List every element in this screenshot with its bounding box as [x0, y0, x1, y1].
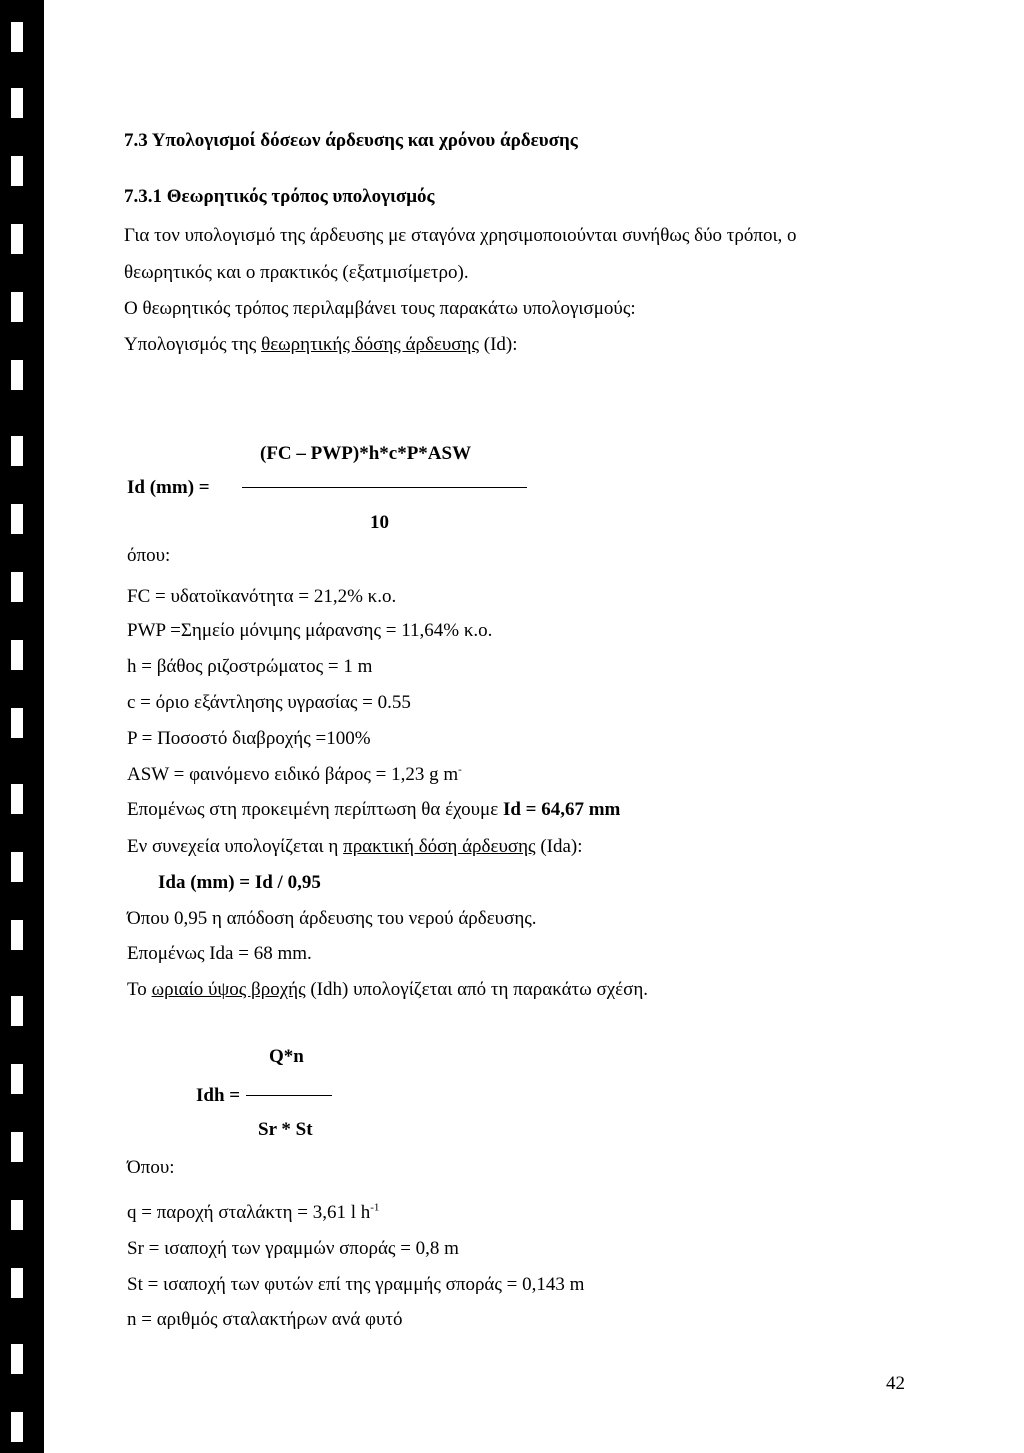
calc-theoretical-line	[124, 334, 518, 356]
formula1-lhs: Id (mm) =	[127, 477, 210, 498]
definition-h: h = βάθος ριζοστρώματος = 1 m	[127, 656, 373, 677]
calc-prefix: Υπολογισμός της	[124, 334, 262, 355]
formula3-fraction-bar	[246, 1095, 332, 1096]
result-prefix: Επομένως στη προκειμένη περίπτωση θα έχουμε	[127, 799, 503, 820]
definition-q-superscript: -1	[370, 1201, 380, 1214]
definition-p: P = Ποσοστό διαβροχής =100%	[127, 728, 371, 749]
calc-suffix: (Id):	[479, 334, 518, 355]
perforation	[11, 920, 23, 950]
section-title: 7.3 Υπολογισμοί δόσεων άρδευσης και χρόνου άρδευσης	[124, 130, 578, 151]
hourly-rain-term: ωριαίο ύψος βροχής	[151, 979, 306, 1000]
definition-fc: FC = υδατοϊκανότητα = 21,2% κ.ο.	[127, 586, 397, 607]
definition-asw	[127, 764, 462, 786]
formula3-numerator: Q*n	[269, 1046, 304, 1067]
perforation	[11, 1268, 23, 1298]
perforation	[11, 784, 23, 814]
efficiency-line: Όπου 0,95 η απόδοση άρδευσης του νερού άρδευσης.	[127, 908, 537, 929]
formula1-denominator: 10	[370, 512, 389, 533]
next-suffix: (Ida):	[535, 836, 583, 857]
film-strip-perforations	[11, 0, 33, 1453]
perforation	[11, 156, 23, 186]
next-prefix: Εν συνεχεία υπολογίζεται η	[127, 836, 344, 857]
result-id-line	[127, 799, 620, 821]
practical-dose-line	[127, 836, 583, 858]
definition-asw-superscript: -	[458, 763, 462, 776]
perforation	[11, 224, 23, 254]
perforation	[11, 1200, 23, 1230]
definition-sr: Sr = ισαποχή των γραμμών σποράς = 0,8 m	[127, 1238, 459, 1259]
perforation	[11, 1132, 23, 1162]
perforation	[11, 292, 23, 322]
definition-n: n = αριθμός σταλακτήρων ανά φυτό	[127, 1309, 403, 1330]
ida-result-line: Επομένως Ida = 68 mm.	[127, 943, 312, 964]
where-label: όπου:	[127, 545, 171, 566]
perforation	[11, 1412, 23, 1442]
rain-height-line	[127, 979, 648, 1001]
definition-q	[127, 1202, 379, 1224]
perforation	[11, 852, 23, 882]
perforation	[11, 996, 23, 1026]
theoretical-dose-term: θεωρητικής δόσης άρδευσης	[261, 334, 480, 355]
subsection-title: 7.3.1 Θεωρητικός τρόπος υπολογισμός	[124, 186, 435, 207]
formula3-lhs: Idh =	[196, 1085, 241, 1106]
formula3-denominator: Sr * St	[258, 1119, 313, 1140]
definition-asw-text: ASW = φαινόμενο ειδικό βάρος = 1,23 g m	[127, 764, 459, 785]
perforation	[11, 436, 23, 466]
intro-line-2: θεωρητικός και ο πρακτικός (εξατμισίμετρο).	[124, 262, 469, 283]
perforation	[11, 1064, 23, 1094]
perforation	[11, 1344, 23, 1374]
intro-line-3: Ο θεωρητικός τρόπος περιλαμβάνει τους παρακάτω υπολογισμούς:	[124, 298, 636, 319]
result-id-value: Id = 64,67 mm	[502, 799, 621, 820]
perforation	[11, 504, 23, 534]
definition-pwp: PWP =Σημείο μόνιμης μάρανσης = 11,64% κ.ο.	[127, 620, 493, 641]
perforation	[11, 640, 23, 670]
intro-line-1: Για τον υπολογισμό της άρδευσης με σταγόνα χρησιμοποιούνται συνήθως δύο τρόποι, ο	[124, 225, 797, 246]
formula2-ida: Ida (mm) = Id / 0,95	[158, 872, 321, 893]
formula1-numerator: (FC – PWP)*h*c*P*ASW	[260, 443, 472, 464]
definition-st: St = ισαποχή των φυτών επί της γραμμής σποράς = 0,143 m	[127, 1274, 585, 1295]
perforation	[11, 708, 23, 738]
document-page	[44, 0, 1024, 1453]
perforation	[11, 360, 23, 390]
perforation	[11, 22, 23, 52]
definition-q-text: q = παροχή σταλάκτη = 3,61 l h	[127, 1202, 371, 1223]
rain-suffix: (Idh) υπολογίζεται από τη παρακάτω σχέση.	[305, 979, 649, 1000]
rain-prefix: Το	[127, 979, 152, 1000]
perforation	[11, 572, 23, 602]
where-label-2: Όπου:	[127, 1157, 175, 1178]
page-number: 42	[886, 1373, 905, 1394]
perforation	[11, 88, 23, 118]
definition-c: c = όριο εξάντλησης υγρασίας = 0.55	[127, 692, 411, 713]
formula1-fraction-bar	[242, 487, 527, 488]
practical-dose-term: πρακτική δόση άρδευσης	[343, 836, 536, 857]
